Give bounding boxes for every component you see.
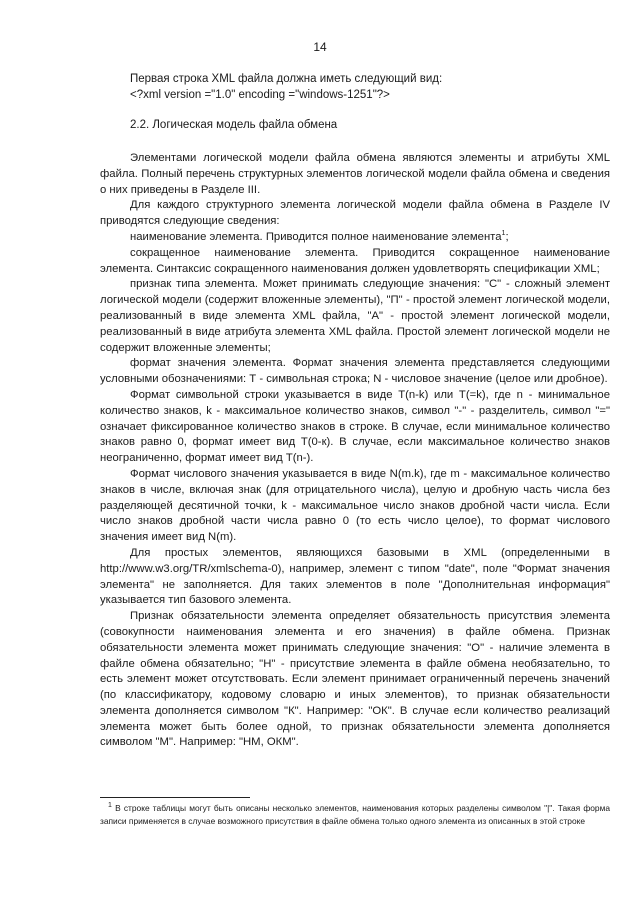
footnote-marker: 1 [108, 802, 112, 810]
paragraph-short-name: сокращенное наименование элемента. Приводится сокращенное наименование элемента. Синтаксис сокращенного наименования должен удовлетворять спецификации XML; [100, 246, 610, 275]
paragraph-number-format: Формат числового значения указывается в виде N(m.k), где m - максимальное количество знаков в числе, включая знак (для отрицательного числа), целую и дробную часть числа без разделяющей десятичной точки, k - максимальное число знаков дробной части числа. Если число знаков дробной части числа равно 0 (то есть число целое), то формат числового значения имеет вид N(m). [100, 467, 610, 544]
paragraph-elements-intro: Элементами логической модели файла обмена являются элементы и атрибуты XML файла. Полный перечень структурных элементов логической модели файла обмена и сведения о них приведены в Разделе III. [100, 152, 610, 196]
paragraph-element-type: признак типа элемента. Может принимать следующие значения: "С" - сложный элемент логической модели (содержит вложенные элементы), "П" - простой элемент логической модели, реализованный в виде элемента XML файла, "А" - простой элемент логической модели, реализованный в виде атрибута элемента XML файла. Простой элемент логической модели не содержит вложенные элементы; [100, 278, 610, 354]
footnote [100, 802, 610, 828]
footnote-divider [100, 797, 250, 798]
paragraph-value-format: формат значения элемента. Формат значения элемента представляется следующими условными обозначениями: Т - символьная строка; N - числовое значение (целое или дробное). [100, 357, 610, 386]
footnote-reference-suffix: ; [505, 230, 509, 243]
paragraph-element-name [100, 230, 610, 246]
xml-declaration-line: <?xml version ="1.0" encoding ="windows-1251"?> [130, 89, 390, 101]
xml-intro-line: Первая строка XML файла должна иметь следующий вид: [130, 73, 443, 85]
paragraph-string-format: Формат символьной строки указывается в виде Т(n-k) или Т(=k), где n - минимальное количество знаков, k - максимальное количество знаков, символ "-" - разделитель, символ "=" означает фиксированное количество знаков в строке. В случае, если минимальное количество знаков равно 0, формат имеет вид Т(0-к). В случае, если максимальное количество знаков неограниченно, формат имеет вид Т(n-). [100, 388, 610, 465]
footnote-paragraph [100, 802, 610, 828]
xml-declaration-block [130, 71, 590, 103]
paragraph-simple-elements: Для простых элементов, являющихся базовыми в XML (определенными в http://www.w3.org/TR/xmlschema-0), например, элемент с типом "date", поле "Формат значения элемента" не заполняется. Для таких элементов в поле "Дополнительная информация" указывается тип базового элемента. [100, 546, 610, 607]
section-heading: 2.2. Логическая модель файла обмена [130, 119, 338, 131]
page-number: 14 [313, 40, 327, 54]
footnote-reference: 1 [501, 230, 506, 238]
paragraph-element-name-text: наименование элемента. Приводится полное наименование элемента [130, 230, 502, 243]
paragraph-info-list-intro: Для каждого структурного элемента логической модели файла обмена в Разделе IV приводятся следующие сведения: [100, 199, 610, 228]
footnote-text: В строке таблицы могут быть описаны несколько элементов, наименования которых разделены символом "|". Такая форма записи применяется в случае возможного присутствия в файле обмена только одного элемента из описанных в этой строке [100, 803, 610, 826]
paragraph-mandatory-flag: Признак обязательности элемента определяет обязательность присутствия элемента (совокупности наименования элемента и его значения) в файле обмена. Признак обязательности элемента может принимать следующие значения: "О" - наличие элемента в файле обмена обязательно; "Н" - присутствие элемента в файле обмена необязательно, то есть элемент может отсутствовать. Если элемент принимает ограниченный перечень значений (по классификатору, кодовому словарю и иных элементов), то признак обязательности элемента дополняется символом "К". Например: "ОК". В случае если количество реализаций элемента может быть более одной, то признак обязательности элемента дополняется символом "М". Например: "НМ, ОКМ". [100, 610, 610, 749]
body-text [100, 151, 610, 751]
